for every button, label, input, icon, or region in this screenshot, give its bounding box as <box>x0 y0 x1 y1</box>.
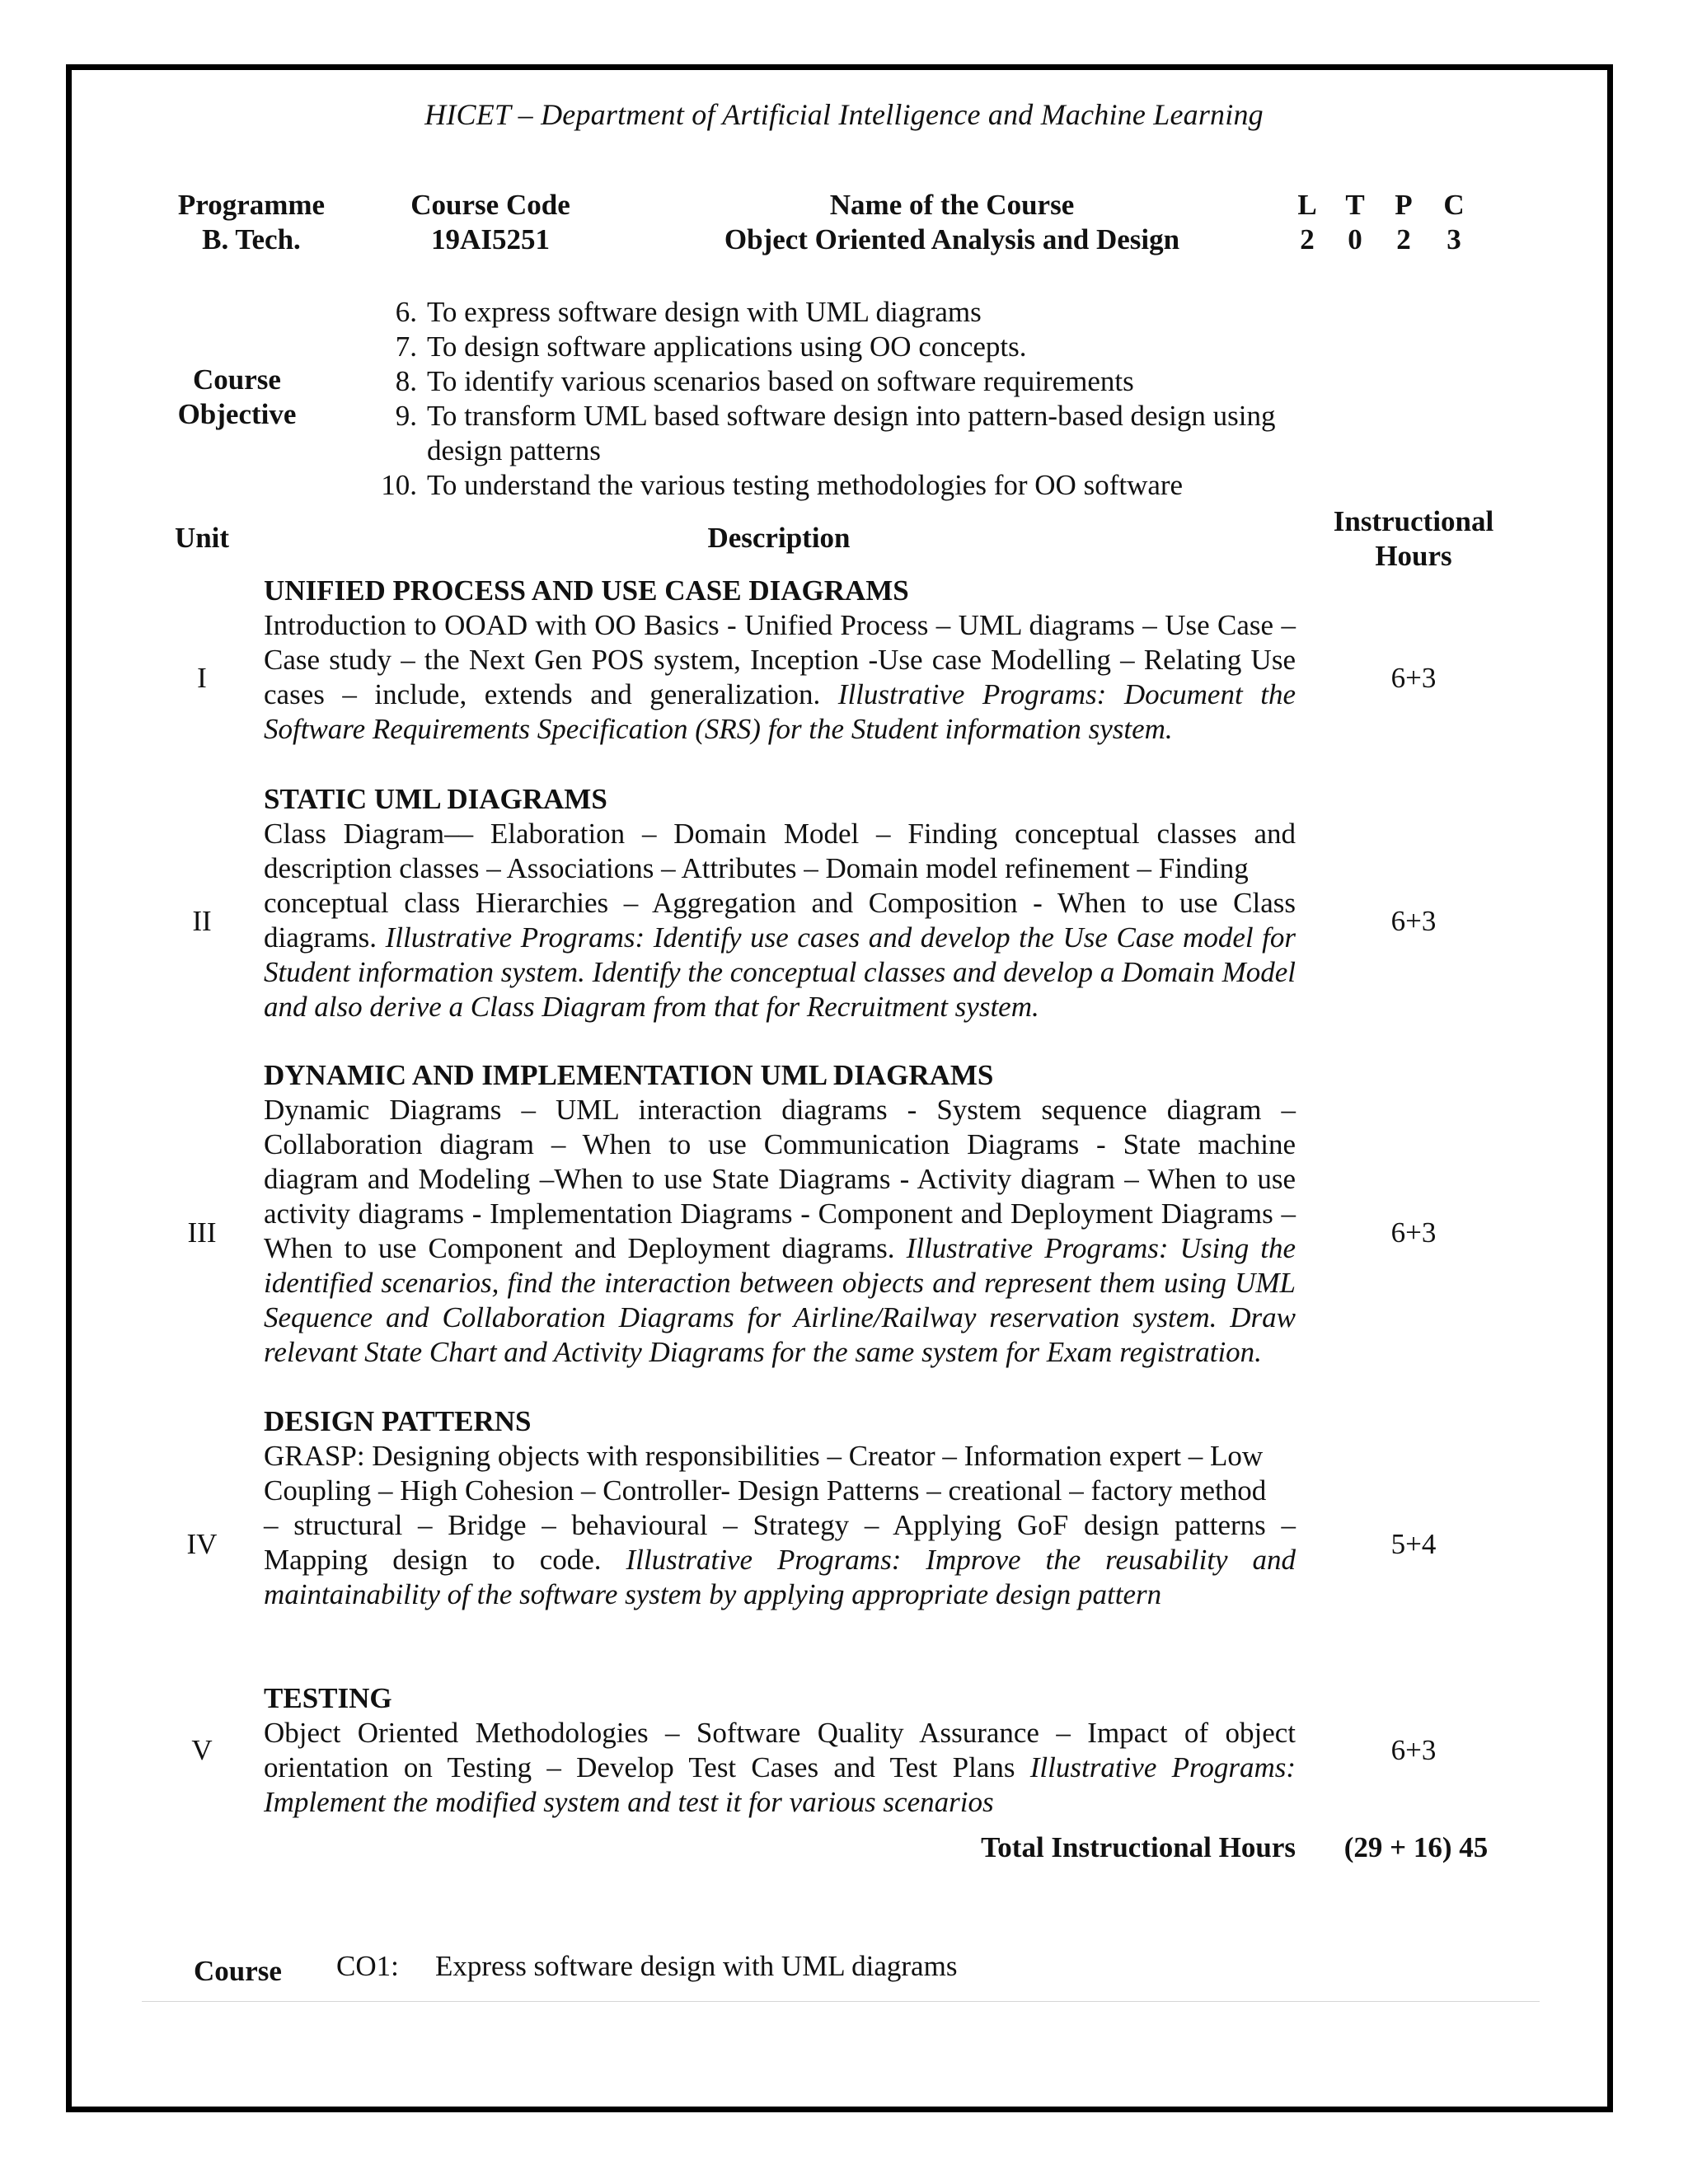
unit-hours: 6+3 <box>1390 1734 1437 1766</box>
illustrative-programs: Illustrative Programs: Identify use cases and develop the Use Case model for Student information system. Identify the conceptual classes and develop a Domain Model and also derive a Class Diagram from that for Recruitment system. <box>264 921 1296 1023</box>
objective-text: To design software applications using OO concepts. <box>427 330 1027 363</box>
unit-description <box>264 1058 1296 1370</box>
unit-title: UNIFIED PROCESS AND USE CASE DIAGRAMS <box>264 574 909 607</box>
course-code-value: 19AI5251 <box>431 223 550 255</box>
course-code-label: Course Code <box>410 189 570 221</box>
unit-title: DYNAMIC AND IMPLEMENTATION UML DIAGRAMS <box>264 1059 994 1091</box>
ltpc-c <box>1437 188 1470 257</box>
unit-description <box>264 1681 1296 1820</box>
unit-title: DESIGN PATTERNS <box>264 1405 532 1437</box>
ltpc-label: C <box>1443 189 1465 221</box>
description-column-header: Description <box>707 522 851 554</box>
objective-list <box>354 295 1278 503</box>
divider <box>142 2001 1540 2002</box>
objective-number: 6. <box>395 296 417 328</box>
unit-body: – structural – Bridge – behavioural – Strategy – Applying GoF design patterns – Mapping design to code. <box>264 1509 1296 1576</box>
objective-text: To transform UML based software design into pattern-based design using design patterns <box>427 400 1276 466</box>
objective-text: To express software design with UML diagrams <box>427 296 982 328</box>
ltpc-label: P <box>1395 189 1413 221</box>
programme-label: Programme <box>177 189 326 221</box>
illustrative-programs: Illustrative Programs: Implement the modified system and test it for various scenarios <box>264 1751 1296 1818</box>
list-item <box>354 330 1278 364</box>
illustrative-programs: Illustrative Programs: Document the Software Requirements Specification (SRS) for the Student information system. <box>264 678 1296 745</box>
total-hours-label: Total Instructional Hours <box>981 1831 1296 1863</box>
programme-value: B. Tech. <box>202 223 301 255</box>
unit-body: Introduction to OOAD with OO Basics - Unified Process – UML diagrams – Use Case –Case study – the Next Gen POS system, Inception -Use case Modelling – Relating Use cases – include, extends and generalization. <box>264 609 1296 710</box>
ltpc-value: 2 <box>1396 223 1411 255</box>
course-code-block <box>387 188 593 257</box>
list-item <box>354 364 1278 399</box>
objective-text: To identify various scenarios based on software requirements <box>427 365 1134 397</box>
objective-number: 10. <box>381 469 417 501</box>
unit-hours: 6+3 <box>1390 905 1437 937</box>
ltpc-value: 3 <box>1447 223 1461 255</box>
ltpc-l <box>1291 188 1324 257</box>
unit-body: Object Oriented Methodologies – Software Quality Assurance – Impact of object orientation on Testing – Develop Test Cases and Test Plans <box>264 1717 1296 1783</box>
objective-number: 7. <box>395 330 417 363</box>
hours-column-header <box>1311 504 1517 574</box>
unit-number: V <box>191 1734 213 1766</box>
course-name-label: Name of the Course <box>829 189 1075 221</box>
illustrative-programs: Illustrative Programs: Using the identified scenarios, find the interaction between objects and represent them using UML Sequence and Collaboration Diagrams for Airline/Railway reservation system. Draw relevant State Chart and Activity Diagrams for the same system for Exam registration. <box>264 1232 1296 1368</box>
course-name-value: Object Oriented Analysis and Design <box>724 223 1180 255</box>
hours-header-line: Hours <box>1375 540 1452 572</box>
ltpc-value: 2 <box>1300 223 1315 255</box>
unit-body: conceptual class Hierarchies – Aggregation and Composition - When to use Class diagrams. <box>264 887 1296 954</box>
ltpc-label: T <box>1345 189 1365 221</box>
department-title: HICET – Department of Artificial Intelligence and Machine Learning <box>424 98 1264 131</box>
unit-hours: 6+3 <box>1390 1216 1437 1249</box>
objective-label-line: Objective <box>177 398 297 430</box>
ltpc-value: 0 <box>1348 223 1362 255</box>
unit-body: Class Diagram–– Elaboration – Domain Model – Finding conceptual classes and description classes – Associations – Attributes – Domain model refinement – Finding <box>264 818 1296 884</box>
outcome-text: Express software design with UML diagrams <box>435 1950 958 1982</box>
unit-title: TESTING <box>264 1682 392 1714</box>
unit-column-header: Unit <box>174 522 230 554</box>
unit-body: Coupling – High Cohesion – Controller- Design Patterns – creational – factory method <box>264 1474 1267 1507</box>
unit-description <box>264 782 1296 1024</box>
objective-label-line: Course <box>193 363 281 396</box>
objective-number: 9. <box>395 400 417 432</box>
hours-header-line: Instructional <box>1333 505 1494 537</box>
course-objective-label <box>165 363 309 432</box>
list-item <box>354 468 1278 503</box>
course-outcome-label: Course <box>194 1955 282 1987</box>
unit-hours: 5+4 <box>1390 1528 1437 1560</box>
course-name-block <box>684 188 1220 257</box>
programme-block <box>165 188 338 257</box>
unit-number: IV <box>186 1528 218 1560</box>
unit-body: Dynamic Diagrams – UML interaction diagrams - System sequence diagram – Collaboration diagram – When to use Communication Diagrams - State machine diagram and Modeling –When to use State Diagrams - Activity diagram – When to use activity diagrams - Implementation Diagrams - Component and Deployment Diagrams – When to use Component and Deployment diagrams. <box>264 1094 1296 1264</box>
unit-hours: 6+3 <box>1390 662 1437 694</box>
outcome-code: CO1: <box>336 1950 399 1982</box>
unit-description <box>264 574 1296 747</box>
list-item <box>354 399 1278 468</box>
unit-number: I <box>197 662 207 694</box>
unit-body: GRASP: Designing objects with responsibilities – Creator – Information expert – Low <box>264 1440 1264 1472</box>
ltpc-label: L <box>1297 189 1317 221</box>
unit-number: II <box>192 905 212 937</box>
ltpc-t <box>1339 188 1372 257</box>
illustrative-programs: Illustrative Programs: Improve the reusability and maintainability of the software system by applying appropriate design pattern <box>264 1544 1296 1610</box>
unit-description <box>264 1404 1296 1612</box>
objective-number: 8. <box>395 365 417 397</box>
unit-title: STATIC UML DIAGRAMS <box>264 783 607 815</box>
objective-text: To understand the various testing methodologies for OO software <box>427 469 1184 501</box>
list-item <box>354 295 1278 330</box>
total-hours-value: (29 + 16) 45 <box>1343 1831 1489 1863</box>
unit-number: III <box>187 1216 217 1249</box>
ltpc-p <box>1387 188 1420 257</box>
